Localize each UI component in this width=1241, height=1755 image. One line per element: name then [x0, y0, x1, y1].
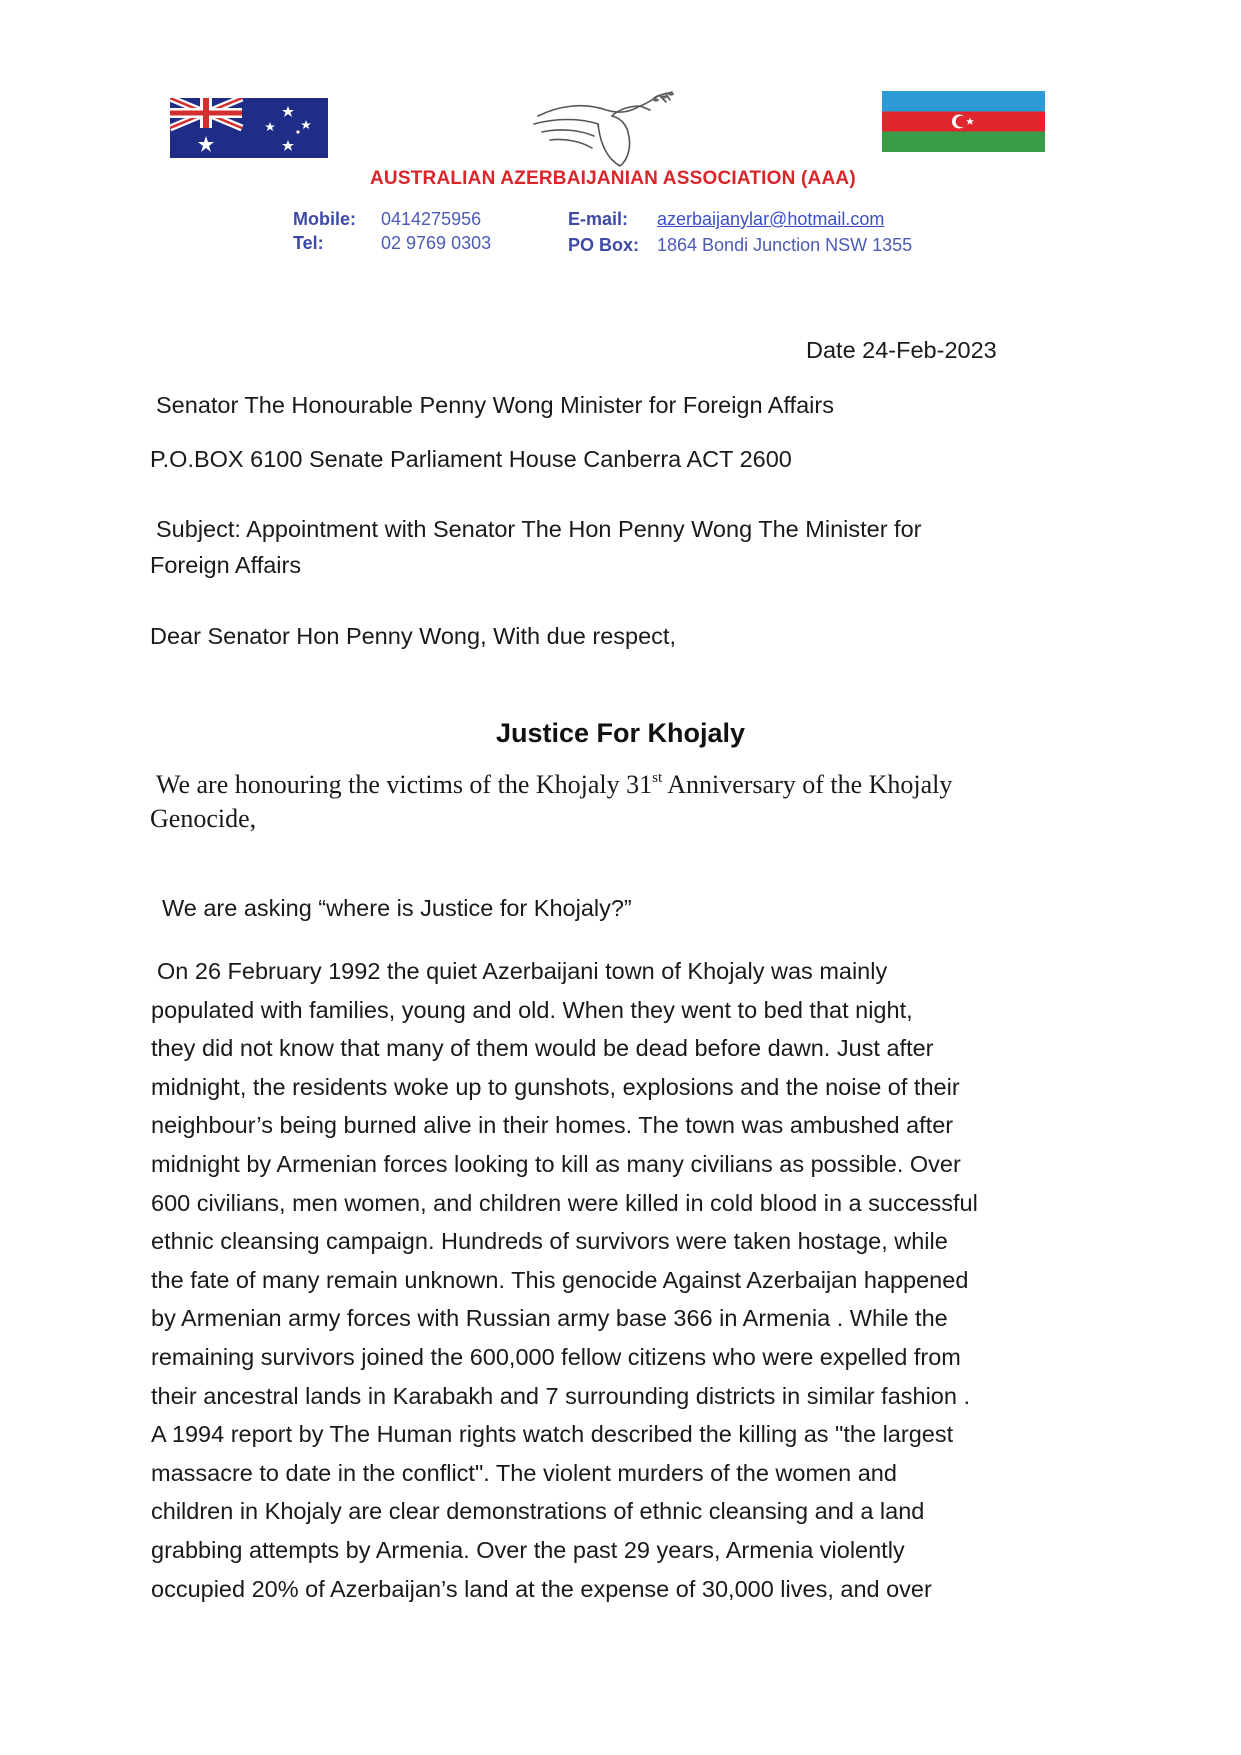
tel-value: 02 9769 0303: [381, 233, 492, 253]
body-line: midnight, the residents woke up to gunshots, explosions and the noise of their: [151, 1073, 960, 1100]
mobile-label: Mobile:: [293, 209, 356, 229]
body-line: A 1994 report by The Human rights watch described the killing as "the largest: [151, 1421, 954, 1448]
subject-line-1: Subject: Appointment with Senator The Hon Penny Wong The Minister for: [156, 516, 922, 542]
email-label: E-mail:: [568, 209, 629, 229]
intro-text-b: Anniversary of the Khojaly: [662, 770, 953, 799]
body-line: their ancestral lands in Karabakh and 7 surrounding districts in similar fashion .: [151, 1382, 971, 1409]
email-link[interactable]: azerbaijanylar@hotmail.com: [657, 209, 885, 229]
body-line: 600 civilians, men women, and children were killed in cold blood in a successful: [151, 1189, 978, 1216]
dove-logo-icon: [528, 88, 678, 170]
body-line: populated with families, young and old. When they went to bed that night,: [151, 996, 913, 1023]
question-line: We are asking “where is Justice for Khojaly?”: [162, 895, 632, 921]
intro-line-2: Genocide,: [150, 804, 257, 833]
body-line: by Armenian army forces with Russian army base 366 in Armenia . While the: [151, 1305, 948, 1332]
tel-label: Tel:: [293, 233, 324, 253]
letter-title: Justice For Khojaly: [495, 718, 746, 748]
body-line: midnight by Armenian forces looking to kill as many civilians as possible. Over: [151, 1150, 961, 1177]
intro-line-1: [156, 768, 952, 802]
body-line: children in Khojaly are clear demonstrations of ethnic cleansing and a land: [151, 1498, 925, 1525]
body-line: massacre to date in the conflict". The violent murders of the women and: [151, 1459, 897, 1486]
body-line: the fate of many remain unknown. This genocide Against Azerbaijan happened: [151, 1266, 969, 1293]
recipient-line-1: Senator The Honourable Penny Wong Minister for Foreign Affairs: [156, 392, 834, 418]
intro-superscript: st: [652, 770, 663, 786]
body-line: neighbour’s being burned alive in their homes. The town was ambushed after: [151, 1112, 954, 1139]
association-name: AUSTRALIAN AZERBAIJANIAN ASSOCIATION (AAA): [370, 168, 856, 189]
body-line: occupied 20% of Azerbaijan’s land at the expense of 30,000 lives, and over: [151, 1575, 932, 1602]
body-line: remaining survivors joined the 600,000 fellow citizens who were expelled from: [151, 1343, 961, 1370]
australia-flag-icon: [170, 98, 328, 158]
body-line: ethnic cleansing campaign. Hundreds of survivors were taken hostage, while: [151, 1228, 948, 1255]
pobox-label: PO Box:: [568, 235, 640, 255]
letter-date: Date 24-Feb-2023: [806, 337, 997, 363]
salutation: Dear Senator Hon Penny Wong, With due respect,: [150, 623, 676, 649]
body-line: On 26 February 1992 the quiet Azerbaijani town of Khojaly was mainly: [157, 958, 888, 984]
body-line: grabbing attempts by Armenia. Over the past 29 years, Armenia violently: [151, 1536, 905, 1563]
pobox-value: 1864 Bondi Junction NSW 1355: [657, 235, 913, 255]
intro-text-a: We are honouring the victims of the Khojaly 31: [156, 770, 653, 799]
azerbaijan-flag-icon: [882, 91, 1045, 152]
body-line: they did not know that many of them would be dead before dawn. Just after: [151, 1035, 934, 1062]
subject-line-2: Foreign Affairs: [150, 552, 302, 578]
mobile-value: 0414275956: [381, 209, 482, 229]
recipient-line-2: P.O.BOX 6100 Senate Parliament House Canberra ACT 2600: [150, 446, 792, 472]
body-paragraph: [151, 952, 1111, 1608]
